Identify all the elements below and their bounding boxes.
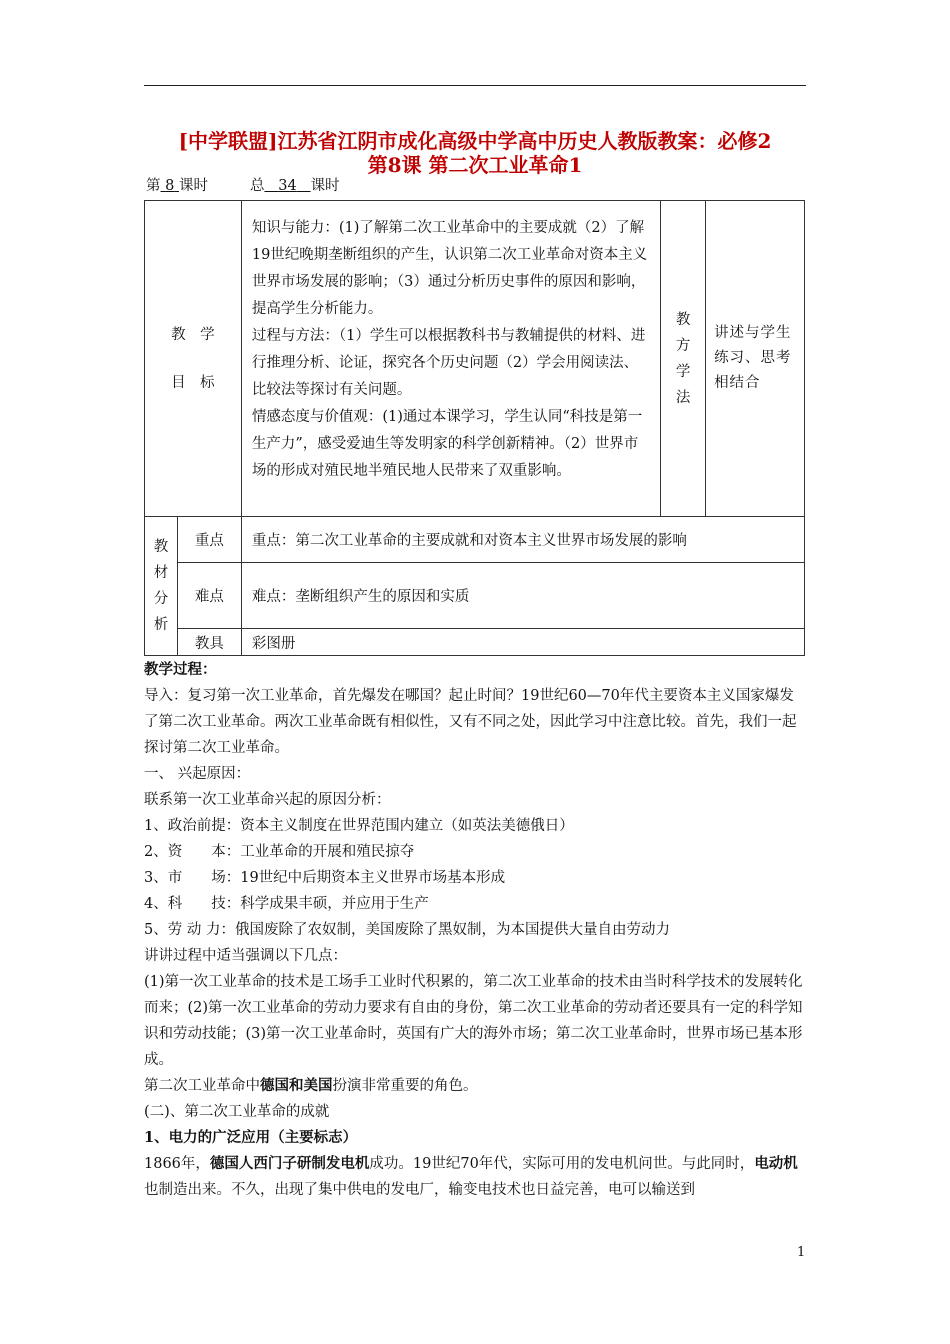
section-origin: 一、 兴起原因： <box>144 766 251 782</box>
document-title: [中学联盟]江苏省江阴市成化高级中学高中历史人教版教案：必修2 <box>178 129 772 153</box>
subsection-electricity: 1、电力的广泛应用（主要标志） <box>144 1129 358 1146</box>
lesson-meta <box>146 176 340 196</box>
goals-label-2: 目 标 <box>171 374 215 391</box>
total-unit: 课时 <box>310 178 340 194</box>
difficulty-label: 难点 <box>177 563 241 629</box>
roles-sentence: 第二次工业革命中德国和美国扮演非常重要的角色。 <box>144 1077 478 1094</box>
method-label-cell: 教 方 学 法 <box>661 201 706 517</box>
reason-item: 5、劳 动 力：俄国废除了农奴制，美国废除了黑奴制，为本国提供大量自由劳动力 <box>144 922 670 938</box>
goal-knowledge: 知识与能力：(1)了解第二次工业革命中的主要成就（2）了解19世纪晚期垄断组织的产生，认识第二次工业革命对资本主义世界市场发展的影响；（3）通过分析历史事件的原因和影响，提高学生分析能力。 <box>251 220 648 317</box>
lesson-unit: 课时 <box>178 178 208 194</box>
goal-attitude: 情感态度与价值观：(1)通过本课学习，学生认同“科技是第一生产力”，感受爱迪生等发明家的科学创新精神。（2）世界市场的形成对殖民地半殖民地人民带来了双重影响。 <box>251 409 643 479</box>
reason-item: 4、科 技：科学成果丰硕，并应用于生产 <box>144 896 429 912</box>
page-number: 1 <box>797 1245 806 1260</box>
origin-lead: 联系第一次工业革命兴起的原因分析： <box>144 792 391 808</box>
key-label: 重点 <box>177 517 241 563</box>
teaching-process <box>144 657 808 1203</box>
reason-item: 3、市 场：19世纪中后期资本主义世界市场基本形成 <box>144 870 506 886</box>
electricity-paragraph: 1866年，德国人西门子研制发电机成功。19世纪70年代，实际可用的发电机问世。与此同时，电动机也制造出来。不久，出现了集中供电的发电厂，输变电技术也日益完善，电可以输送到 <box>144 1155 798 1198</box>
goal-process: 过程与方法：（1）学生可以根据教科书与教辅提供的材料、进行推理分析、论证，探究各个历史问题（2）学会用阅读法、比较法等探讨有关问题。 <box>251 328 646 398</box>
reason-item: 1、政治前提：资本主义制度在世界范围内建立（如英法美德俄日） <box>144 818 574 834</box>
goals-label-1: 教 学 <box>171 326 215 343</box>
goals-cell <box>241 201 660 517</box>
method-value: 讲述与学生练习、思考相结合 <box>706 201 805 517</box>
comparison-points: (1)第一次工业革命的技术是工场手工业时代积累的，第二次工业革命的技术由当时科学技术的发展转化而来；(2)第一次工业革命的劳动力要求有自由的身份，第二次工业革命的劳动者还要具有一定的科学知识和劳动技能；(3)第一次工业革命时，英国有广大的海外市场；第二次工业革命时，世界市场已基本形成。 <box>144 974 803 1068</box>
meta-prefix: 第 <box>146 178 161 194</box>
analysis-label-cell: 教 材 分 析 <box>145 517 178 656</box>
lesson-number: 8 <box>165 178 175 194</box>
section-achievements: (二)、第二次工业革命的成就 <box>144 1104 330 1120</box>
total-number: 34 <box>278 178 297 194</box>
key-value: 重点：第二次工业革命的主要成就和对资本主义世界市场发展的影响 <box>241 517 804 563</box>
difficulty-value: 难点：垄断组织产生的原因和实质 <box>241 563 804 629</box>
emphasis-lead: 讲讲过程中适当强调以下几点： <box>144 948 347 964</box>
header-rule <box>144 85 806 86</box>
tools-value: 彩图册 <box>241 629 804 656</box>
tools-label: 教具 <box>177 629 241 656</box>
total-label: 总 <box>249 178 265 194</box>
lesson-title: 第8课 第二次工业革命1 <box>367 153 583 177</box>
goals-label-cell <box>145 201 242 517</box>
intro-paragraph: 导入：复习第一次工业革命，首先爆发在哪国？起止时间？19世纪60—70年代主要资本主义国家爆发了第二次工业革命。两次工业革命既有相似性，又有不同之处，因此学习中注意比较。首先，我们一起探讨第二次工业革命。 <box>144 688 797 756</box>
process-heading: 教学过程： <box>144 661 217 678</box>
lesson-plan-table <box>144 200 805 656</box>
reason-item: 2、资 本：工业革命的开展和殖民掠夺 <box>144 844 415 860</box>
